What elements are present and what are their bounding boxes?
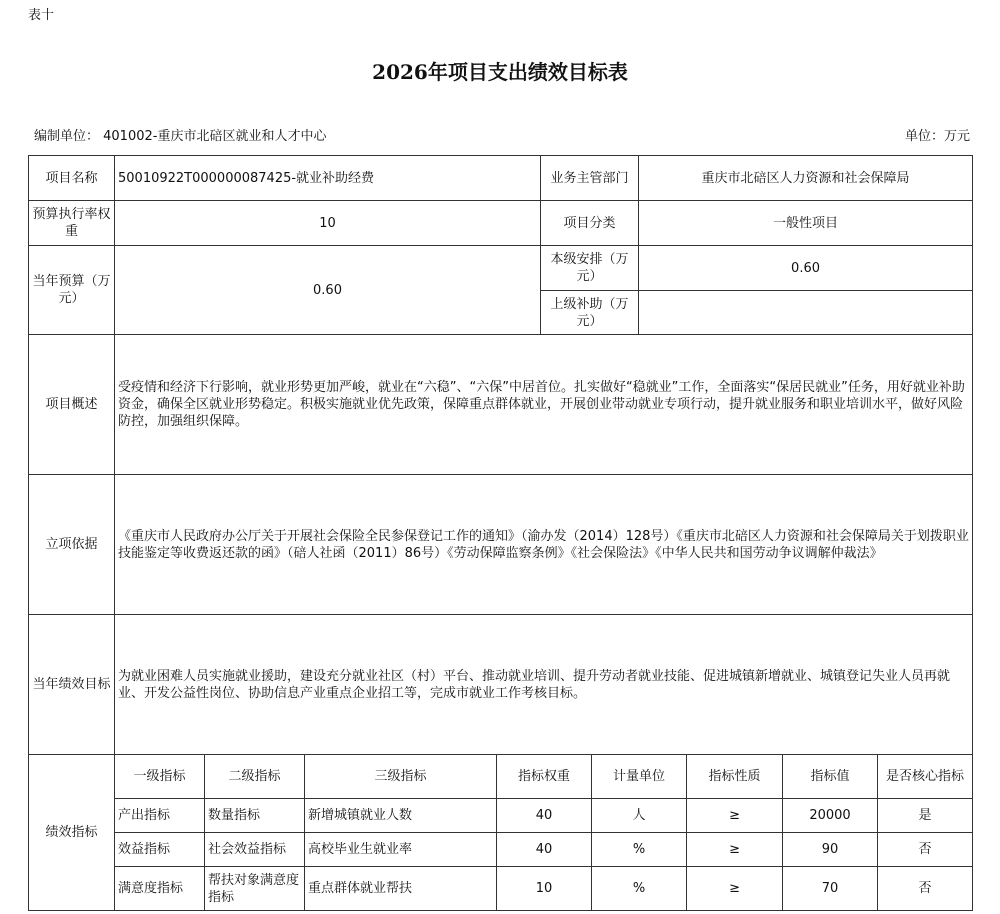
unit: % bbox=[592, 833, 687, 867]
level3: 重点群体就业帮扶 bbox=[305, 867, 497, 911]
nature: ≥ bbox=[687, 867, 783, 911]
basis-label: 立项依据 bbox=[29, 475, 115, 615]
table-row bbox=[29, 867, 973, 911]
table-row bbox=[29, 799, 973, 833]
weight-label: 预算执行率权重 bbox=[29, 201, 115, 246]
level1: 产出指标 bbox=[115, 799, 205, 833]
header-cell: 指标性质 bbox=[687, 755, 783, 799]
value: 90 bbox=[783, 833, 878, 867]
budget-label: 当年预算（万元） bbox=[29, 246, 115, 335]
header-cell: 指标权重 bbox=[497, 755, 592, 799]
header-cell: 二级指标 bbox=[205, 755, 305, 799]
value: 20000 bbox=[783, 799, 878, 833]
table-number: 表十 bbox=[28, 8, 55, 23]
indicators-label: 绩效指标 bbox=[29, 755, 115, 911]
nature: ≥ bbox=[687, 799, 783, 833]
unit: 人 bbox=[592, 799, 687, 833]
upper-label: 上级补助（万元） bbox=[541, 291, 639, 335]
overview-label: 项目概述 bbox=[29, 335, 115, 475]
currency-unit: 单位：万元 bbox=[904, 129, 970, 144]
local-label: 本级安排（万元） bbox=[541, 246, 639, 291]
dept-label: 业务主管部门 bbox=[541, 156, 639, 201]
core: 否 bbox=[878, 833, 973, 867]
unit: % bbox=[592, 867, 687, 911]
level1: 效益指标 bbox=[115, 833, 205, 867]
level3: 高校毕业生就业率 bbox=[305, 833, 497, 867]
category-label: 项目分类 bbox=[541, 201, 639, 246]
header-cell: 一级指标 bbox=[115, 755, 205, 799]
category: 一般性项目 bbox=[639, 201, 973, 246]
project-name: 50010922T000000087425-就业补助经费 bbox=[115, 156, 541, 201]
weight: 10 bbox=[497, 867, 592, 911]
page-title: 2026年项目支出绩效目标表 bbox=[372, 60, 628, 84]
header-cell: 计量单位 bbox=[592, 755, 687, 799]
weight: 40 bbox=[497, 799, 592, 833]
goal-label: 当年绩效目标 bbox=[29, 615, 115, 755]
table-row bbox=[29, 833, 973, 867]
level2: 数量指标 bbox=[205, 799, 305, 833]
level2: 帮扶对象满意度指标 bbox=[205, 867, 305, 911]
dept: 重庆市北碚区人力资源和社会保障局 bbox=[639, 156, 973, 201]
upper bbox=[639, 291, 973, 335]
indicator-header-row bbox=[29, 755, 973, 799]
weight: 40 bbox=[497, 833, 592, 867]
goal: 为就业困难人员实施就业援助，建设充分就业社区（村）平台、推动就业培训、提升劳动者就业技能、促进城镇新增就业、城镇登记失业人员再就业、开发公益性岗位、协助信息产业重点企业招工等，完成市就业工作考核目标。 bbox=[115, 615, 973, 755]
overview: 受疫情和经济下行影响，就业形势更加严峻，就业在“六稳”、“六保”中居首位。扎实做好“稳就业”工作，全面落实“保居民就业”任务，用好就业补助资金，确保全区就业形势稳定。积极实施就业优先政策，保障重点群体就业，开展创业带动就业专项行动，提升就业服务和职业培训水平，做好风险防控，加强组织保障。 bbox=[115, 335, 973, 475]
header-cell: 三级指标 bbox=[305, 755, 497, 799]
basis: 《重庆市人民政府办公厅关于开展社会保险全民参保登记工作的通知》（渝办发（2014）128号）《重庆市北碚区人力资源和社会保障局关于划拨职业技能鉴定等收费返还款的函》（碚人社函（2011）86号）《劳动保障监察条例》《社会保险法》《中华人民共和国劳动争议调解仲裁法》 bbox=[115, 475, 973, 615]
weight: 10 bbox=[115, 201, 541, 246]
nature: ≥ bbox=[687, 833, 783, 867]
project-name-label: 项目名称 bbox=[29, 156, 115, 201]
core: 是 bbox=[878, 799, 973, 833]
budget: 0.60 bbox=[115, 246, 541, 335]
compiling-unit: 编制单位： 401002-重庆市北碚区就业和人才中心 bbox=[34, 129, 327, 144]
header-cell: 是否核心指标 bbox=[878, 755, 973, 799]
value: 70 bbox=[783, 867, 878, 911]
level2: 社会效益指标 bbox=[205, 833, 305, 867]
header-cell: 指标值 bbox=[783, 755, 878, 799]
level3: 新增城镇就业人数 bbox=[305, 799, 497, 833]
level1: 满意度指标 bbox=[115, 867, 205, 911]
performance-target-table bbox=[28, 155, 973, 911]
core: 否 bbox=[878, 867, 973, 911]
local: 0.60 bbox=[639, 246, 973, 291]
